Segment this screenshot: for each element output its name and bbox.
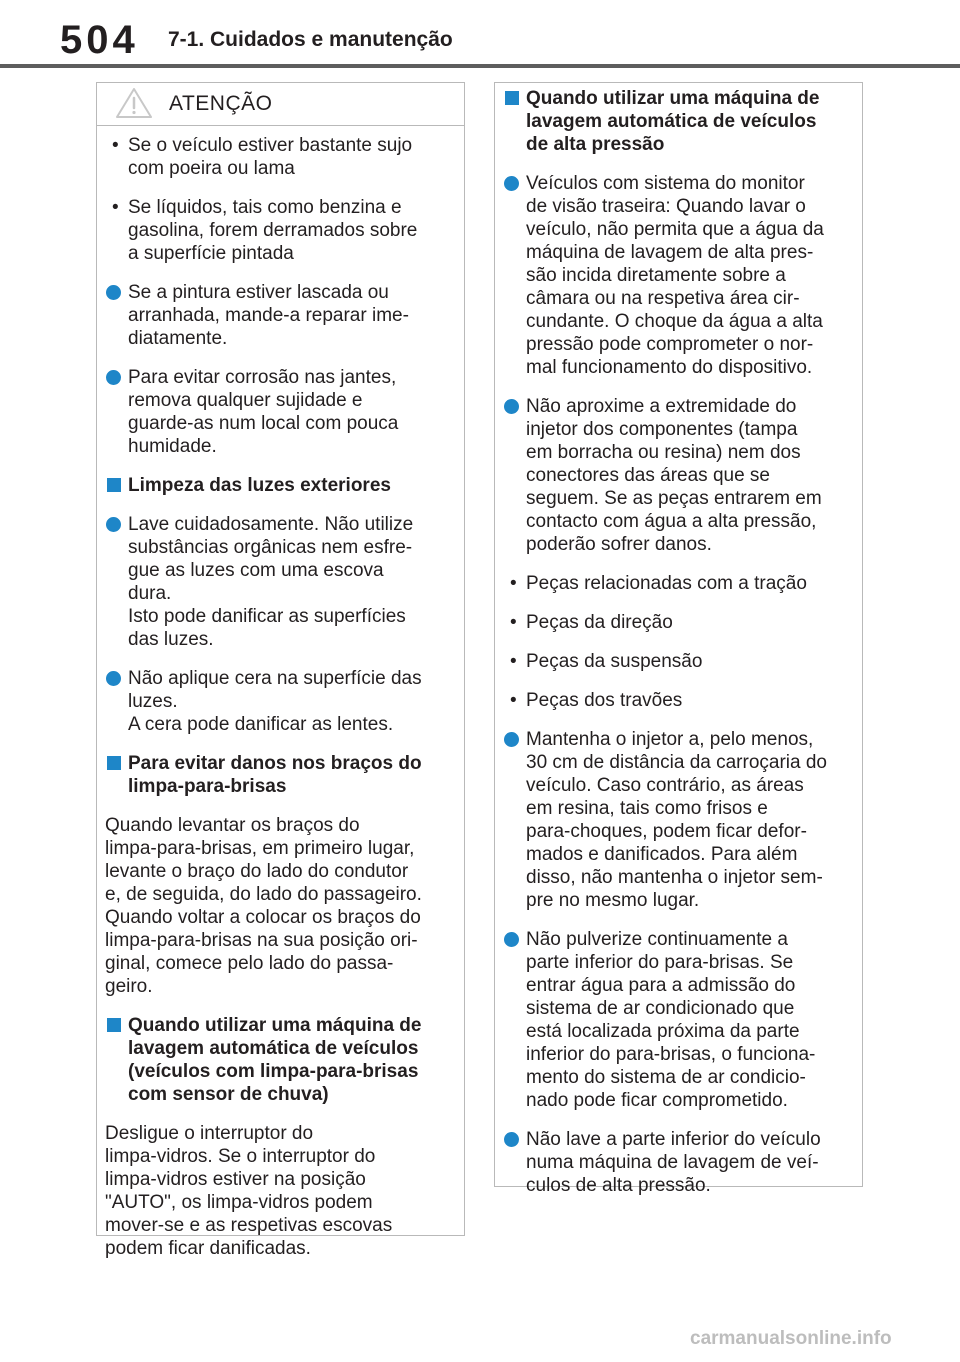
warning-triangle-icon [115, 87, 153, 119]
item-text: Não aplique cera na superfície das luzes. A cera pode danificar as lentes. [128, 668, 422, 735]
section-heading [105, 752, 458, 798]
watermark: carmanualsonline.info [690, 1328, 892, 1349]
circle-item [105, 281, 458, 350]
item-text: Não pulverize continuamente a parte inferior do para-brisas. Se entrar água para a admissão do sistema de ar condicionado que está localizada próxima da parte inferior do para-brisas, o funciona- mento do sistema de ar condicio- nado pode ficar comprometido. [526, 929, 816, 1111]
bullet-dot-icon: • [112, 135, 119, 156]
page-header [0, 0, 960, 68]
heading-text: Quando utilizar uma máquina de lavagem automática de veículos (veículos com limpa-para-brisas com sensor de chuva) [128, 1015, 422, 1105]
item-text: Se líquidos, tais como benzina e gasolina, forem derramados sobre a superfície pintada [128, 197, 418, 264]
circle-item [105, 667, 458, 736]
item-text: Peças da direção [526, 612, 673, 633]
info-box [494, 82, 863, 1196]
bullet-item [503, 611, 856, 634]
blue-circle-icon [504, 176, 519, 191]
body-paragraph: Desligue o interruptor do limpa-vidros. Se o interruptor do limpa-vidros estiver na posição "AUTO", os limpa-vidros podem mover-se e as respetivas escovas podem ficar danificadas. [105, 1123, 393, 1259]
circle-item [503, 928, 856, 1112]
info-content [495, 83, 862, 1197]
circle-item [503, 728, 856, 912]
bullet-item [105, 196, 458, 265]
item-text: Se a pintura estiver lascada ou arranhada, mande-a reparar ime- diatamente. [128, 282, 409, 349]
bullet-dot-icon: • [510, 651, 517, 672]
blue-square-icon [505, 91, 519, 105]
item-text: Se o veículo estiver bastante sujo com poeira ou lama [128, 135, 413, 179]
blue-circle-icon [106, 671, 121, 686]
bullet-dot-icon: • [510, 573, 517, 594]
section-heading [105, 474, 458, 497]
item-text: Para evitar corrosão nas jantes, remova qualquer sujidade e guarde-as num local com pouca humidade. [128, 367, 399, 457]
warning-header [97, 83, 464, 126]
item-text: Não aproxime a extremidade do injetor dos componentes (tampa em borracha ou resina) nem dos conectores das áreas que se seguem. Se as peças entrarem em contacto com água a alta pressão, poderão sofrer danos. [526, 396, 822, 555]
bullet-dot-icon: • [510, 690, 517, 711]
blue-circle-icon [106, 285, 121, 300]
item-text: Peças dos travões [526, 690, 683, 711]
item-text: Mantenha o injetor a, pelo menos, 30 cm de distância da carroçaria do veículo. Caso contrário, as áreas em resina, tais como frisos e para-choques, podem ficar defor- mados e danificados. Para além disso, não mantenha o injetor sem- pre no mesmo lugar. [526, 729, 827, 911]
section-heading [105, 1014, 458, 1106]
bullet-item [503, 572, 856, 595]
blue-circle-icon [504, 1132, 519, 1147]
blue-circle-icon [504, 932, 519, 947]
warning-title: ATENÇÃO [169, 92, 273, 115]
circle-item [503, 395, 856, 556]
circle-item [503, 172, 856, 379]
body-paragraph: Quando levantar os braços do limpa-para-brisas, em primeiro lugar, levante o braço do lado do condutor e, de seguida, do lado do passageiro. Quando voltar a colocar os braços do limpa-para-brisas na sua posição ori- ginal, comece pelo lado do passa- geiro. [105, 815, 422, 997]
blue-circle-icon [106, 370, 121, 385]
item-text: Lave cuidadosamente. Não utilize substâncias orgânicas nem esfre- gue as luzes com uma escova dura. Isto pode danificar as superfícies das luzes. [128, 514, 414, 650]
heading-text: Para evitar danos nos braços do limpa-para-brisas [128, 753, 422, 797]
blue-circle-icon [504, 399, 519, 414]
blue-square-icon [107, 1018, 121, 1032]
section-title: 7-1. Cuidados e manutenção [168, 28, 453, 51]
bullet-dot-icon: • [112, 197, 119, 218]
bullet-item [503, 650, 856, 673]
header-rule [0, 64, 960, 68]
circle-item [105, 366, 458, 458]
item-text: Peças relacionadas com a tração [526, 573, 807, 594]
blue-circle-icon [504, 732, 519, 747]
bullet-item [503, 689, 856, 712]
item-text: Veículos com sistema do monitor de visão traseira: Quando lavar o veículo, não permita que a água da máquina de lavagem de alta pres- são incida diretamente sobre a câmara ou na respetiva área cir- cundante. O choque da água a alta pressão pode comprometer o nor- mal funcionamento do dispositivo. [526, 173, 824, 378]
section-heading [503, 87, 856, 156]
warning-box [96, 82, 465, 1259]
item-text: Peças da suspensão [526, 651, 703, 672]
circle-item [105, 513, 458, 651]
blue-square-icon [107, 756, 121, 770]
bullet-item [105, 134, 458, 180]
item-text: Não lave a parte inferior do veículo numa máquina de lavagem de veí- culos de alta pressão. [526, 1129, 821, 1196]
blue-square-icon [107, 478, 121, 492]
heading-text: Limpeza das luzes exteriores [128, 475, 391, 496]
heading-text: Quando utilizar uma máquina de lavagem automática de veículos de alta pressão [526, 88, 820, 155]
blue-circle-icon [106, 517, 121, 532]
bullet-dot-icon: • [510, 612, 517, 633]
circle-item [503, 1128, 856, 1197]
page-number: 504 [60, 18, 139, 62]
warning-content [97, 126, 464, 1260]
